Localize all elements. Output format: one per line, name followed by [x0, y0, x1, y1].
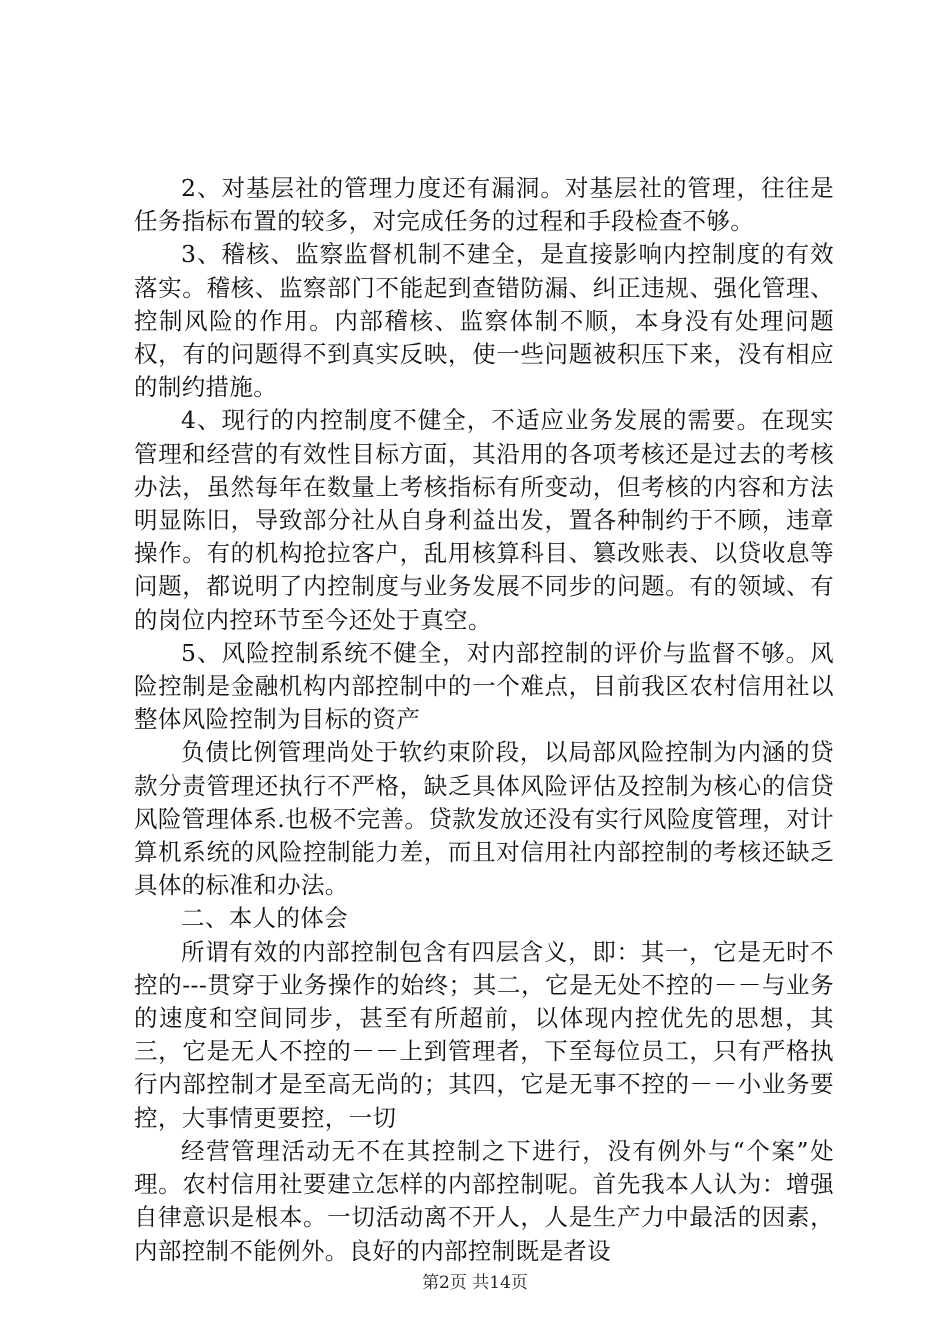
section-heading: 二、本人的体会 [181, 904, 348, 933]
paragraph-definition: 所谓有效的内部控制包含有四层含义，即：其一，它是无时不控的---贯穿于业务操作的始终；其二，它是无处不控的－－与业务的速度和空间同步，甚至有所超前，以体现内控优先的思想，其三，它是无人不控的－－上到管理者，下至每位员工，只有严格执行内部控制才是至高无尚的；其四，它是无事不控的－－小业务要控，大事情更要控，一切 [134, 937, 834, 1132]
paragraph-item-5: 5、风险控制系统不健全，对内部控制的评价与监督不够。风险控制是金融机构内部控制中的一个难点，目前我区农村信用社以整体风险控制为目标的资产 [134, 638, 834, 734]
paragraph-opinion: 经营管理活动无不在其控制之下进行，没有例外与“个案”处理。农村信用社要建立怎样的内部控制呢。首先我本人认为：增强自律意识是根本。一切活动离不开人，人是生产力中最活的因素，内部控制不能例外。良好的内部控制既是者设 [134, 1136, 834, 1265]
page-number: 第2页 共14页 [422, 1273, 528, 1293]
paragraph-continuation: 负债比例管理尚处于软约束阶段，以局部风险控制为内涵的贷款分责管理还执行不严格，缺乏具体风险评估及控制为核心的信贷风险管理体系.也极不完善。贷款发放还没有实行风险度管理，对计算机系统的风险控制能力差，而且对信用社内部控制的考核还缺乏具体的标准和办法。 [134, 738, 834, 900]
paragraph-item-2: 2、对基层社的管理力度还有漏洞。对基层社的管理，往往是任务指标布置的较多，对完成任务的过程和手段检查不够。 [134, 174, 834, 236]
page-footer [0, 1268, 950, 1293]
paragraph-item-4: 4、现行的内控制度不健全，不适应业务发展的需要。在现实管理和经营的有效性目标方面，其沿用的各项考核还是过去的考核办法，虽然每年在数量上考核指标有所变动，但考核的内容和方法明显陈旧，导致部分社从自身利益出发，置各种制约于不顾，违章操作。有的机构抢拉客户，乱用核算科目、篡改账表、以贷收息等问题，都说明了内控制度与业务发展不同步的问题。有的领域、有的岗位内控环节至今还处于真空。 [134, 406, 834, 634]
document-body [134, 172, 834, 1268]
paragraph-item-3: 3、稽核、监察监督机制不建全，是直接影响内控制度的有效落实。稽核、监察部门不能起到查错防漏、纠正违规、强化管理、控制风险的作用。内部稽核、监察体制不顺，本身没有处理问题权，有的问题得不到真实反映，使一些问题被积压下来，没有相应的制约措施。 [134, 240, 834, 402]
